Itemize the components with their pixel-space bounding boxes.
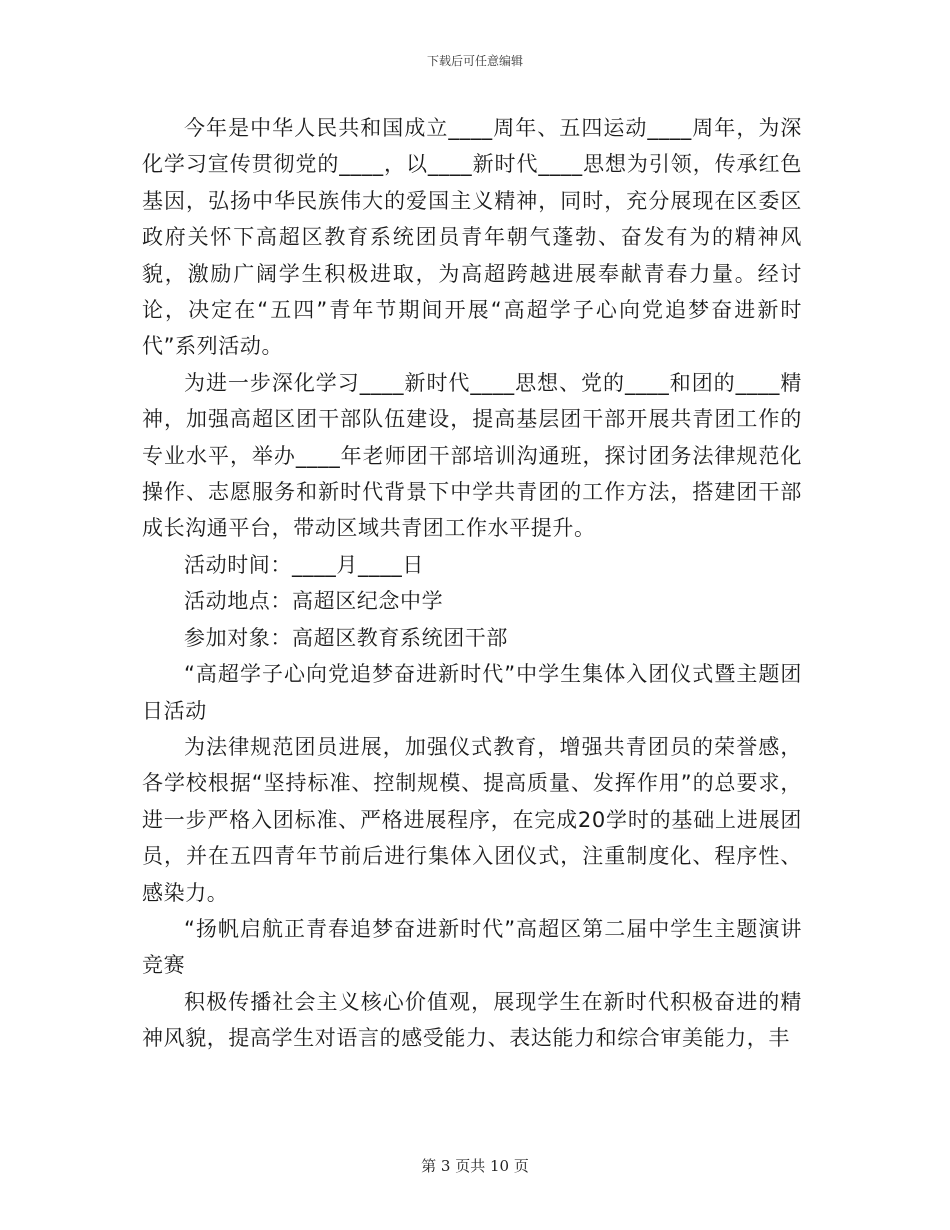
document-body (142, 110, 802, 1057)
activity-time: 活动时间：____月____日 (184, 552, 424, 577)
paragraph-training: 为进一步深化学习____新时代____思想、党的____和团的____精神，加强高超区团干部队伍建设，提高基层团干部开展共青团工作的专业水平，举办____年老师团干部培训沟通班，探讨团务法律规范化操作、志愿服务和新时代背景下中学共青团的工作方法，搭建团干部成长沟通平台，带动区域共青团工作水平提升。 (142, 370, 802, 541)
paragraph-ceremony: 为法律规范团员进展，加强仪式教育，增强共青团员的荣誉感，各学校根据“坚持标准、控制规模、提高质量、发挥作用”的总要求，进一步严格入团标准、严格进展程序，在完成20学时的基础上进展团员，并在五四青年节前后进行集体入团仪式，注重制度化、程序性、感染力。 (142, 734, 802, 905)
paragraph-speech: 积极传播社会主义核心价值观，展现学生在新时代积极奋进的精神风貌，提高学生对语言的感受能力、表达能力和综合审美能力，丰 (142, 989, 802, 1051)
section-heading-speech: “扬帆启航正青春追梦奋进新时代”高超区第二届中学生主题演讲竞赛 (142, 916, 802, 978)
activity-participants: 参加对象：高超区教育系统团干部 (184, 625, 508, 650)
paragraph-intro: 今年是中华人民共和国成立____周年、五四运动____周年，为深化学习宣传贯彻党的____，以____新时代____思想为引领，传承红色基因，弘扬中华民族伟大的爱国主义精神，同时，充分展现在区委区政府关怀下高超区教育系统团员青年朝气蓬勃、奋发有为的精神风貌，激励广阔学生积极进取，为高超跨越进展奉献青春力量。经讨论，决定在“五四”青年节期间开展“高超学子心向党追梦奋进新时代”系列活动。 (142, 116, 802, 359)
section-heading-ceremony: “高超学子心向党追梦奋进新时代”中学生集体入团仪式暨主题团日活动 (142, 662, 802, 723)
page-header: 下载后可任意编辑 (426, 54, 523, 68)
page-footer: 第 3 页共 10 页 (421, 1157, 529, 1175)
activity-location: 活动地点：高超区纪念中学 (184, 589, 444, 614)
